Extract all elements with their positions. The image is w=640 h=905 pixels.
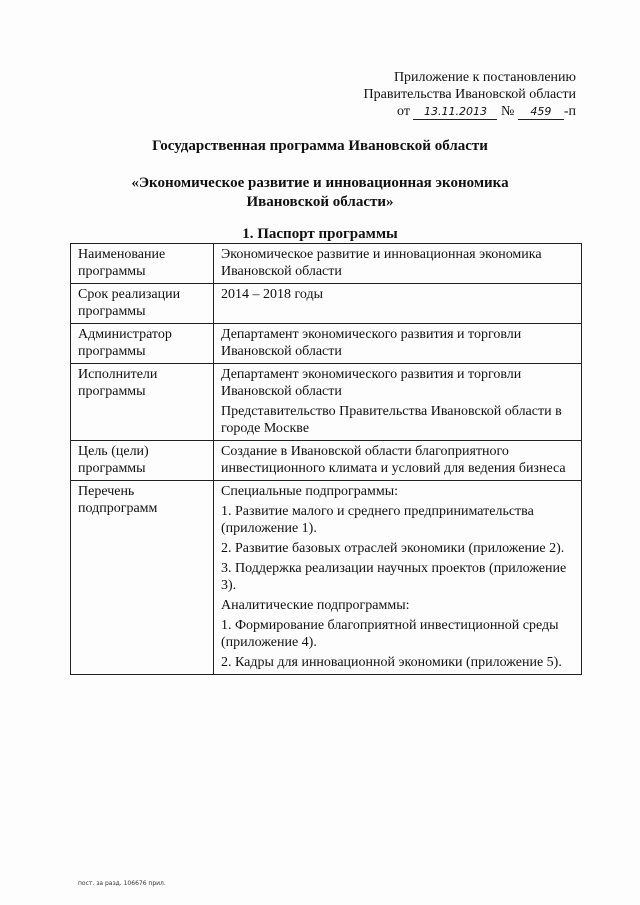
appendix-header (316, 69, 576, 120)
table-row (71, 481, 582, 675)
section-title: 1. Паспорт программы (242, 226, 398, 242)
row-value (214, 441, 582, 481)
value-paragraph: Департамент экономического развития и торговли Ивановской области (221, 367, 522, 399)
row-label: Администратор программы (71, 324, 214, 364)
handwritten-number: 459 (518, 105, 564, 120)
program-name (0, 174, 640, 212)
table-row (71, 244, 582, 284)
row-value (214, 284, 582, 324)
footer-note: пост. за разд. 106676 прил. (78, 880, 166, 887)
value-paragraph: Специальные подпрограммы: (221, 484, 399, 499)
row-label: Срок реализации программы (71, 284, 214, 324)
program-name-line-2: Ивановской области» (246, 194, 394, 210)
row-label: Перечень подпрограмм (71, 481, 214, 675)
decree-signature-line (316, 103, 576, 120)
row-value (214, 324, 582, 364)
value-paragraph: Экономическое развитие и инновационная экономика Ивановской области (221, 247, 542, 279)
program-name-line-1: «Экономическое развитие и инновационная экономика (131, 175, 509, 191)
value-paragraph: Представительство Правительства Ивановской области в городе Москве (221, 404, 562, 436)
row-label: Исполнители программы (71, 364, 214, 441)
value-paragraph: 1. Формирование благоприятной инвестиционной среды (приложение 4). (221, 618, 559, 650)
value-paragraph: Аналитические подпрограммы: (221, 598, 410, 613)
table-row (71, 284, 582, 324)
row-value (214, 244, 582, 284)
value-paragraph: Создание в Ивановской области благоприятного инвестиционного климата и условий для ведения бизнеса (221, 444, 566, 476)
value-paragraph: Департамент экономического развития и торговли Ивановской области (221, 327, 522, 359)
value-paragraph: 2. Кадры для инновационной экономики (приложение 5). (221, 655, 562, 670)
table-row (71, 364, 582, 441)
passport-table (70, 243, 582, 675)
value-paragraph: 1. Развитие малого и среднего предпринимательства (приложение 1). (221, 504, 534, 536)
value-paragraph: 2014 – 2018 годы (221, 287, 324, 302)
from-label: от (397, 104, 410, 119)
table-row (71, 324, 582, 364)
value-paragraph: 3. Поддержка реализации научных проектов (приложение 3). (221, 561, 567, 593)
header-line-1: Приложение к постановлению (393, 70, 576, 85)
number-suffix: -п (563, 104, 576, 119)
row-value (214, 364, 582, 441)
table-row (71, 441, 582, 481)
header-line-2: Правительства Ивановской области (363, 87, 576, 102)
value-paragraph: 2. Развитие базовых отраслей экономики (приложение 2). (221, 541, 565, 556)
handwritten-date: 13.11.2013 (413, 105, 497, 120)
row-value (214, 481, 582, 675)
row-label: Наименование программы (71, 244, 214, 284)
row-label: Цель (цели) программы (71, 441, 214, 481)
number-label: № (500, 104, 515, 119)
document-title: Государственная программа Ивановской области (152, 138, 488, 154)
